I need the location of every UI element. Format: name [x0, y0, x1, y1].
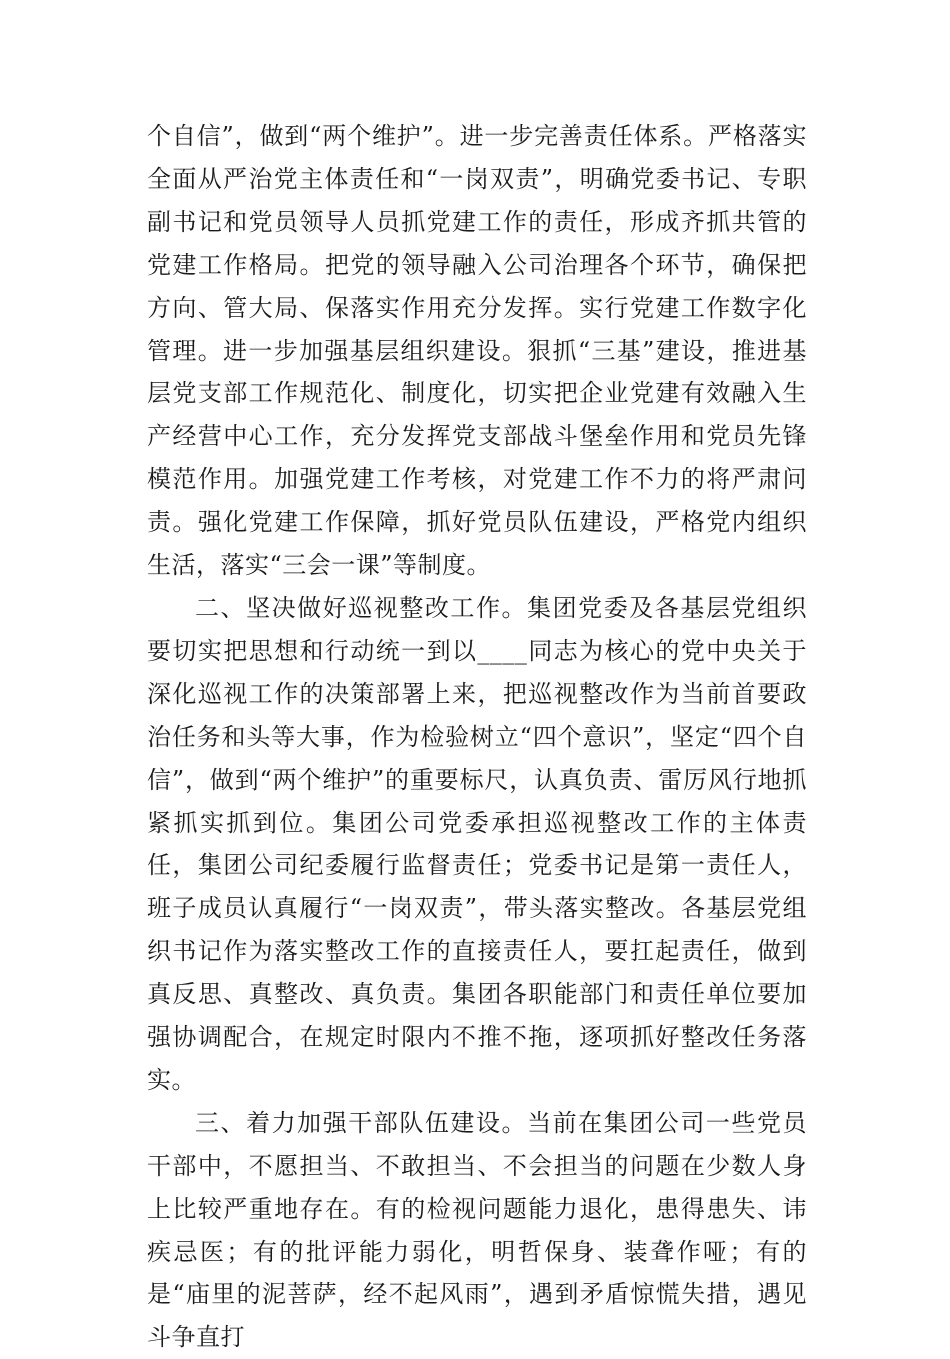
paragraph-2-patrol-rectification: 二、坚决做好巡视整改工作。集团党委及各基层党组织要切实把思想和行动统一到以____同志为核心的党中央关于深化巡视工作的决策部署上来，把巡视整改作为当前首要政治任务和头等大事，作为检验树立“四个意识”，坚定“四个自信”，做到“两个维护”的重要标尺，认真负责、雷厉风行地抓紧抓实抓到位。集团公司党委承担巡视整改工作的主体责任，集团公司纪委履行监督责任；党委书记是第一责任人，班子成员认真履行“一岗双责”，带头落实整改。各基层党组织书记作为落实整改工作的直接责任人，要扛起责任，做到真反思、真整改、真负责。集团各职能部门和责任单位要加强协调配合，在规定时限内不推不拖，逐项抓好整改任务落实。	[147, 593, 807, 1094]
document-body	[147, 115, 807, 1359]
paragraph-1: 个自信”，做到“两个维护”。进一步完善责任体系。严格落实全面从严治党主体责任和“一岗双责”，明确党委书记、专职副书记和党员领导人员抓党建工作的责任，形成齐抓共管的党建工作格局。把党的领导融入公司治理各个环节，确保把方向、管大局、保落实作用充分发挥。实行党建工作数字化管理。进一步加强基层组织建设。狠抓“三基”建设，推进基层党支部工作规范化、制度化，切实把企业党建有效融入生产经营中心工作，充分发挥党支部战斗堡垒作用和党员先锋模范作用。加强党建工作考核，对党建工作不力的将严肃问责。强化党建工作保障，抓好党员队伍建设，严格党内组织生活，落实“三会一课”等制度。	[147, 122, 807, 580]
paragraph-3-cadre-team: 三、着力加强干部队伍建设。当前在集团公司一些党员干部中，不愿担当、不敢担当、不会担当的问题在少数人身上比较严重地存在。有的检视问题能力退化，患得患失、讳疾忌医；有的批评能力弱化，明哲保身、装聋作哑；有的是“庙里的泥菩萨，经不起风雨”，遇到矛盾惊慌失措，遇见斗争直打	[147, 1108, 807, 1352]
